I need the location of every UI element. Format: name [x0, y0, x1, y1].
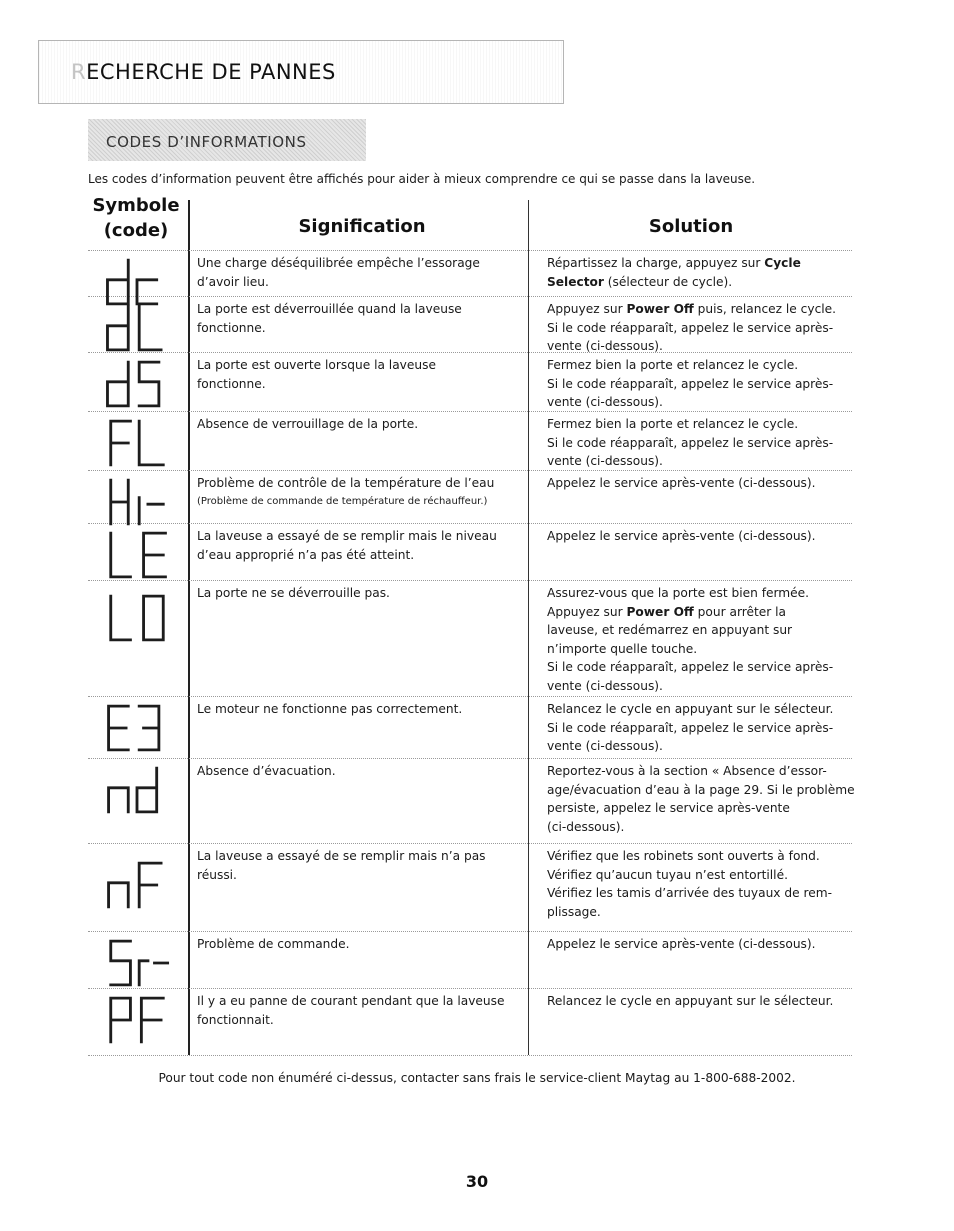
meaning-line: La porte ne se déverrouille pas. [197, 586, 390, 600]
section-header [88, 119, 366, 161]
column-divider-right [528, 200, 529, 1055]
meaning-line: Une charge déséquilibrée empêche l’essorage [197, 256, 480, 270]
row-separator [88, 1055, 852, 1056]
code-meaning [197, 254, 519, 291]
column-header-symbol-line2: (code) [103, 220, 169, 241]
solution-line [547, 452, 857, 471]
solution-line [547, 781, 857, 800]
solution-line [547, 393, 857, 412]
solution-text: Appelez le service après-vente (ci-dessous). [547, 529, 816, 543]
solution-line [547, 719, 857, 738]
code-glyph-stroke [111, 421, 164, 465]
code-solution [547, 356, 857, 412]
row-separator [88, 988, 852, 989]
code-glyph-stroke [111, 533, 166, 577]
row-separator [88, 296, 852, 297]
code-glyph-stroke [109, 768, 157, 812]
solution-text: Si le code réapparaît, appelez le service après- [547, 720, 834, 735]
page-header [38, 40, 564, 104]
solution-text: vente (ci-dessous). [547, 678, 663, 693]
code-meaning [197, 474, 519, 511]
code-glyph-stroke [107, 362, 158, 406]
code-meaning [197, 527, 519, 564]
code-meaning [197, 700, 519, 719]
row-separator [88, 580, 852, 581]
code-solution [547, 584, 857, 695]
code-meaning [197, 356, 519, 393]
meaning-line: Il y a eu panne de courant pendant que la laveuse [197, 994, 505, 1008]
code-meaning [197, 584, 519, 603]
code-glyph-le [102, 527, 172, 583]
solution-text: vente (ci-dessous). [547, 454, 663, 468]
meaning-line: La porte est déverrouillée quand la laveuse [197, 302, 462, 316]
code-solution [547, 527, 857, 546]
solution-line [547, 677, 857, 696]
solution-text: vente (ci-dessous). [547, 395, 663, 409]
column-header-symbol-line1: Symbole [92, 195, 180, 216]
solution-text: Appuyez sur [547, 302, 627, 316]
meaning-line: fonctionnait. [197, 1012, 274, 1027]
code-glyph-nf [102, 857, 172, 913]
meaning-line: d’avoir lieu. [197, 274, 269, 289]
meaning-line: La porte est ouverte lorsque la laveuse [197, 358, 436, 372]
code-meaning [197, 415, 519, 434]
error-code-symbol [88, 523, 188, 580]
solution-line [547, 319, 857, 338]
footer-note: Pour tout code non énuméré ci-dessus, contacter sans frais le service-client Maytag au 1-800-688-2002. [158, 1071, 796, 1085]
solution-keyword: Power Off [626, 604, 694, 619]
solution-text: Répartissez la charge, appuyez sur [547, 256, 765, 270]
code-glyph-stroke [111, 596, 164, 640]
code-glyph-e3 [102, 700, 172, 756]
meaning-line: Problème de commande. [197, 937, 350, 951]
error-code-symbol [88, 931, 188, 988]
meaning-line: Problème de contrôle de la température de l’eau [197, 476, 495, 490]
solution-text: Appelez le service après-vente (ci-dessous). [547, 937, 816, 951]
solution-keyword: Power Off [626, 302, 694, 316]
solution-text: pour arrêter la [693, 604, 787, 619]
solution-text: vente (ci-dessous). [547, 739, 663, 753]
solution-text: (sélecteur de cycle). [603, 274, 733, 289]
solution-text: vente (ci-dessous). [547, 339, 663, 353]
code-glyph-stroke [109, 706, 159, 750]
solution-text: puis, relancez le cycle. [693, 302, 837, 316]
solution-line [547, 254, 857, 273]
solution-text: Si le code réapparaît, appelez le service après- [547, 660, 834, 674]
code-solution [547, 700, 857, 756]
row-separator [88, 758, 852, 759]
solution-text: Relancez le cycle en appuyant sur le sélecteur. [547, 994, 834, 1008]
solution-line [547, 935, 857, 954]
error-code-symbol [88, 296, 188, 352]
solution-line [547, 847, 857, 866]
solution-text: age/évacuation d’eau à la page 29. Si le problème [547, 782, 855, 797]
solution-line [547, 621, 857, 640]
code-glyph-pf [102, 992, 172, 1048]
solution-text: laveuse, et redémarrez en appuyant sur [547, 623, 793, 637]
code-meaning [197, 992, 519, 1029]
page-title-initial: R [71, 60, 87, 84]
solution-keyword: Selector [547, 274, 604, 289]
solution-text: Assurez-vous que la porte est bien fermée. [547, 586, 810, 600]
solution-line [547, 434, 857, 453]
solution-line [547, 603, 857, 622]
solution-line [547, 762, 857, 781]
row-separator [88, 250, 852, 251]
solution-line [547, 992, 857, 1011]
code-solution [547, 300, 857, 356]
code-solution [547, 474, 857, 493]
solution-line [547, 799, 857, 818]
error-code-symbol [88, 843, 188, 931]
meaning-line: Absence de verrouillage de la porte. [197, 417, 419, 431]
code-glyph-stroke [107, 306, 161, 350]
solution-line [547, 903, 857, 922]
intro-text: Les codes d’information peuvent être affichés pour aider à mieux comprendre ce qui se passe dans la laveuse. [88, 172, 756, 186]
solution-line [547, 300, 857, 319]
solution-text: Vérifiez qu’aucun tuyau n’est entortillé. [547, 867, 788, 882]
row-separator [88, 523, 852, 524]
solution-line [547, 658, 857, 677]
solution-line [547, 415, 857, 434]
meaning-subnote: (Problème de commande de température de réchauffeur.) [197, 495, 488, 507]
column-divider-left [188, 200, 190, 1055]
solution-line [547, 527, 857, 546]
solution-text: Si le code réapparaît, appelez le service après- [547, 435, 834, 450]
error-code-symbol [88, 352, 188, 411]
meaning-line: fonctionne. [197, 376, 266, 391]
code-solution [547, 992, 857, 1011]
solution-line [547, 474, 857, 493]
code-glyph-fl [102, 415, 172, 471]
code-glyph-stroke [111, 480, 164, 524]
solution-line [547, 737, 857, 756]
solution-line [547, 700, 857, 719]
page-title [71, 60, 336, 84]
meaning-line: Le moteur ne fonctionne pas correctement. [197, 702, 463, 716]
solution-text: (ci-dessous). [547, 819, 625, 834]
row-separator [88, 843, 852, 844]
code-meaning [197, 847, 519, 884]
solution-line [547, 640, 857, 659]
code-glyph-stroke [111, 998, 164, 1042]
meaning-line: réussi. [197, 867, 237, 882]
solution-line [547, 584, 857, 603]
code-solution [547, 415, 857, 471]
error-code-symbol [88, 696, 188, 758]
column-header-symbol [88, 193, 184, 243]
code-glyph-ds [102, 356, 172, 412]
meaning-line: La laveuse a essayé de se remplir mais le niveau [197, 529, 497, 543]
page-title-rest: ECHERCHE DE PANNES [86, 60, 336, 84]
error-code-symbol [88, 580, 188, 696]
code-glyph-nd [102, 762, 172, 818]
solution-keyword: Cycle [764, 256, 801, 270]
solution-text: Relancez le cycle en appuyant sur le sélecteur. [547, 702, 834, 716]
code-glyph-sr [102, 935, 172, 991]
column-header-meaning: Signification [298, 216, 426, 237]
code-glyph-hi [102, 474, 172, 530]
code-glyph-dl [102, 300, 172, 356]
solution-line [547, 337, 857, 356]
code-meaning [197, 762, 519, 781]
solution-text: Si le code réapparaît, appelez le service après- [547, 320, 834, 335]
solution-text: Appuyez sur [547, 604, 627, 619]
code-meaning [197, 300, 519, 337]
error-code-symbol [88, 758, 188, 843]
code-glyph-stroke [109, 863, 162, 907]
row-separator [88, 696, 852, 697]
solution-text: Vérifiez que les robinets sont ouverts à fond. [547, 849, 820, 863]
column-header-solution: Solution [648, 216, 734, 237]
solution-text: plissage. [547, 904, 601, 919]
solution-text: Reportez-vous à la section « Absence d’essor- [547, 764, 827, 778]
solution-text: Fermez bien la porte et relancez le cycle. [547, 358, 799, 372]
error-code-symbol [88, 250, 188, 296]
meaning-line: Absence d’évacuation. [197, 764, 336, 778]
error-code-symbol [88, 411, 188, 470]
section-title: CODES D’INFORMATIONS [106, 133, 307, 151]
code-solution [547, 847, 857, 921]
code-meaning [197, 935, 519, 954]
page-number: 30 [465, 1172, 489, 1191]
meaning-line: d’eau approprié n’a pas été atteint. [197, 547, 415, 562]
solution-line [547, 866, 857, 885]
code-solution [547, 762, 857, 836]
code-solution [547, 935, 857, 954]
code-glyph-stroke [111, 941, 168, 985]
solution-text: Fermez bien la porte et relancez le cycle. [547, 417, 799, 431]
solution-line [547, 375, 857, 394]
solution-text: Appelez le service après-vente (ci-dessous). [547, 476, 816, 490]
meaning-line: La laveuse a essayé de se remplir mais n’a pas [197, 849, 486, 863]
solution-line [547, 818, 857, 837]
error-code-symbol [88, 988, 188, 1055]
solution-text: persiste, appelez le service après-vente [547, 801, 790, 815]
code-solution [547, 254, 857, 291]
meaning-line: fonctionne. [197, 320, 266, 335]
solution-text: Si le code réapparaît, appelez le service après- [547, 376, 834, 391]
error-code-symbol [88, 470, 188, 523]
solution-line [547, 884, 857, 903]
solution-text: Vérifiez les tamis d’arrivée des tuyaux de rem- [547, 886, 832, 900]
row-separator [88, 931, 852, 932]
solution-line [547, 273, 857, 292]
code-glyph-lo [102, 590, 172, 646]
solution-line [547, 356, 857, 375]
solution-text: n’importe quelle touche. [547, 641, 698, 656]
